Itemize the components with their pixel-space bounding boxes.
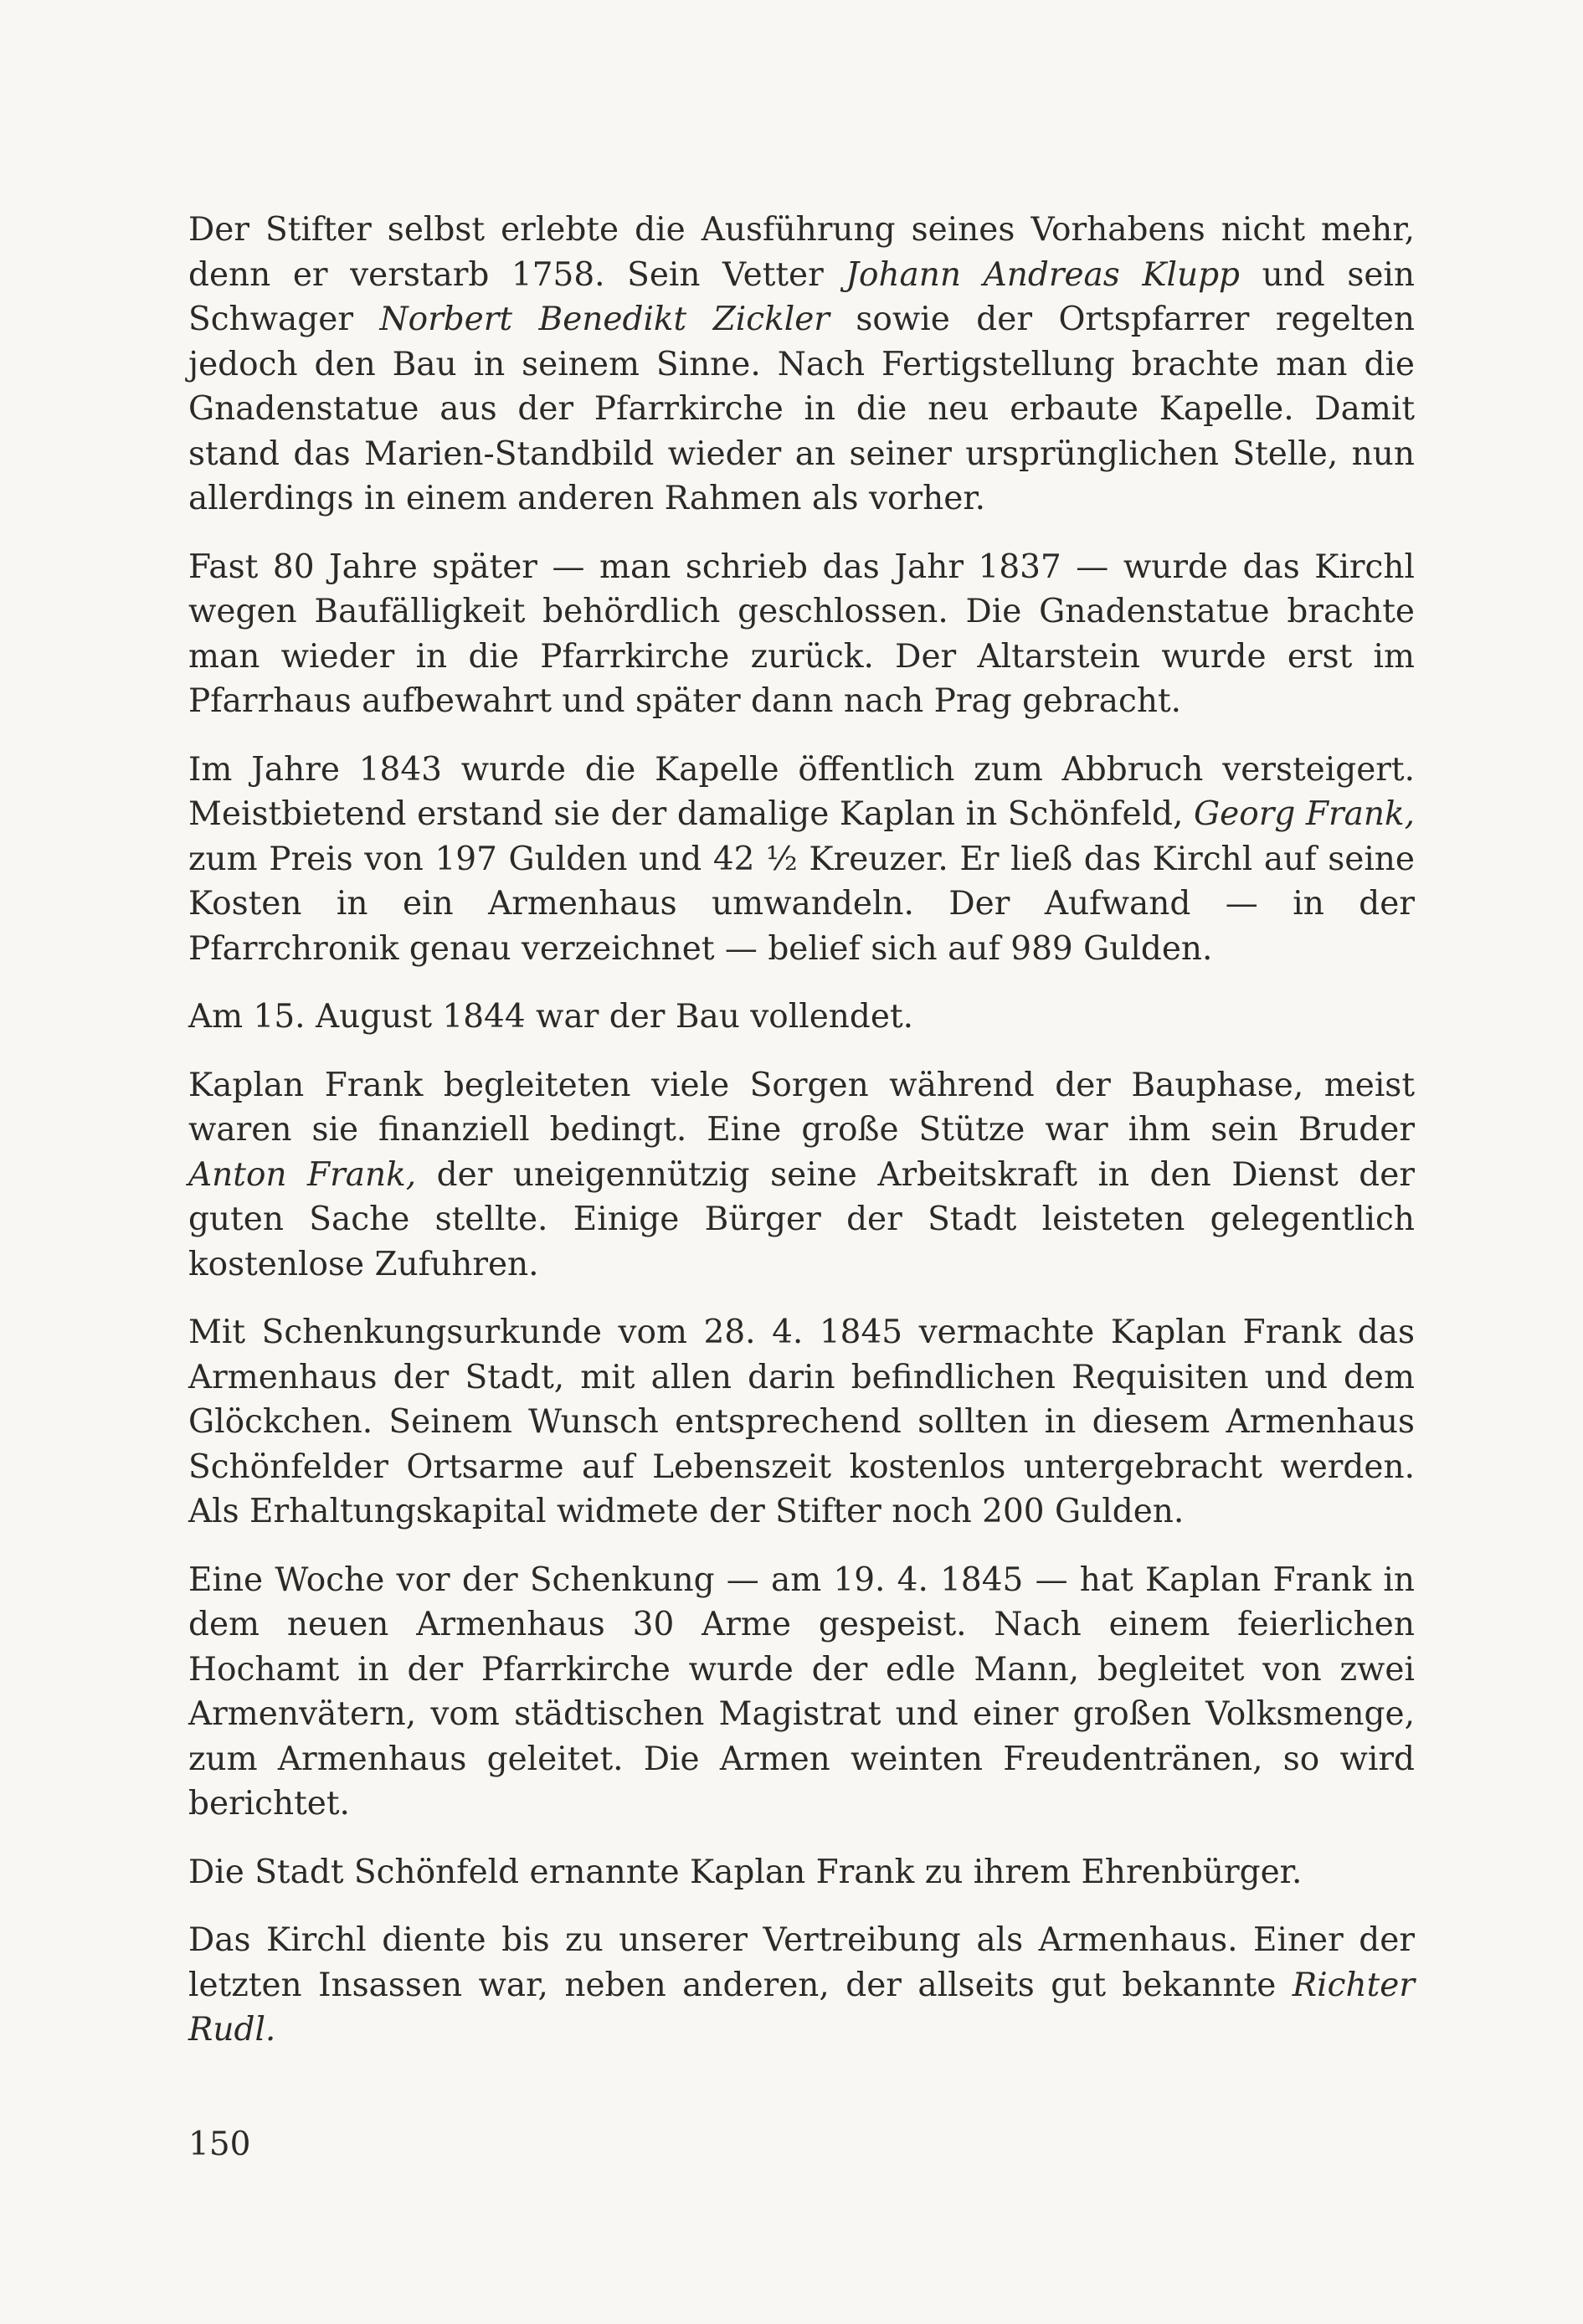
text-run: Die Stadt Schönfeld ernannte Kaplan Frank zu ihrem Ehrenbürger. (188, 1853, 1303, 1891)
paragraph (188, 1850, 1415, 1895)
text-run: Kaplan Frank begleiteten viele Sorgen während der Bauphase, meist waren sie finanziell bedingt. Eine große Stütze war ihm sein Bruder (188, 1066, 1415, 1149)
text-run: Der Stifter selbst erlebte die Ausführung seines Vorhabens nicht mehr, denn er verstarb 1758. Sein Vetter (188, 211, 1415, 294)
text-run: Fast 80 Jahre später — man schrieb das Jahr 1837 — wurde das Kirchl wegen Baufälligkeit behördlich geschlossen. Die Gnadenstatue brachte man wieder in die Pfarrkirche zurück. Der Altarstein wurde erst im Pfarrhaus aufbewahrt und später dann nach Prag gebracht. (188, 548, 1415, 720)
italic-name: Georg Frank, (1194, 795, 1416, 833)
italic-name: Johann Andreas Klupp (845, 255, 1241, 294)
paragraph (188, 995, 1415, 1040)
paragraph (188, 1918, 1415, 2053)
paragraph (188, 545, 1415, 724)
text-run: zum Preis von 197 Gulden und 42 ½ Kreuzer. Er ließ das Kirchl auf seine Kosten in ein Armenhaus umwandeln. Der Aufwand — in der Pfarrchronik genau verzeichnet — belief sich auf 989 Gulden. (188, 840, 1415, 968)
paragraph (188, 1063, 1415, 1288)
body-text (188, 208, 1415, 2076)
italic-name: Richter Rudl. (188, 1966, 1415, 2049)
paragraph (188, 208, 1415, 522)
text-run: Das Kirchl diente bis zu unserer Vertreibung als Armenhaus. Einer der letzten Insassen war, neben anderen, der allseits gut bekannte (188, 1921, 1415, 2004)
text-run: der uneigennützig seine Arbeitskraft in den Dienst der guten Sache stellte. Einige Bürger der Stadt leisteten gelegentlich kostenlose Zufuhren. (188, 1155, 1415, 1283)
paragraph (188, 1310, 1415, 1535)
paragraph (188, 1558, 1415, 1827)
italic-name: Anton Frank, (188, 1155, 417, 1194)
text-run: und sein Schwager (188, 255, 1415, 338)
text-run: sowie der Ortspfarrer regelten jedoch den Bau in seinem Sinne. Nach Fertigstellung brachte man die Gnadenstatue aus der Pfarrkirche in die neu erbaute Kapelle. Damit stand das Marien-Standbild wieder an seiner ursprünglichen Stelle, nun allerdings in einem anderen Rahmen als vorher. (188, 301, 1415, 517)
text-run: Im Jahre 1843 wurde die Kapelle öffentlich zum Abbruch versteigert. Meistbietend erstand sie der damalige Kaplan in Schönfeld, (188, 750, 1415, 833)
page-number: 150 (188, 2126, 251, 2163)
italic-name: Norbert Benedikt Zickler (379, 301, 830, 338)
paragraph (188, 748, 1415, 972)
text-run: Mit Schenkungsurkunde vom 28. 4. 1845 vermachte Kaplan Frank das Armenhaus der Stadt, mit allen darin befindlichen Requisiten und dem Glöckchen. Seinem Wunsch entsprechend sollten in diesem Armenhaus Schönfelder Ortsarme auf Lebenszeit kostenlos untergebracht werden. Als Erhaltungskapital widmete der Stifter noch 200 Gulden. (188, 1314, 1415, 1530)
text-run: Am 15. August 1844 war der Bau vollendet. (188, 998, 914, 1036)
text-run: Eine Woche vor der Schenkung — am 19. 4. 1845 — hat Kaplan Frank in dem neuen Armenhaus 30 Arme gespeist. Nach einem feierlichen Hochamt in der Pfarrkirche wurde der edle Mann, begleitet von zwei Armenvätern, vom städtischen Magistrat und einer großen Volksmenge, zum Armenhaus geleitet. Die Armen weinten Freudentränen, so wird berichtet. (188, 1560, 1415, 1823)
